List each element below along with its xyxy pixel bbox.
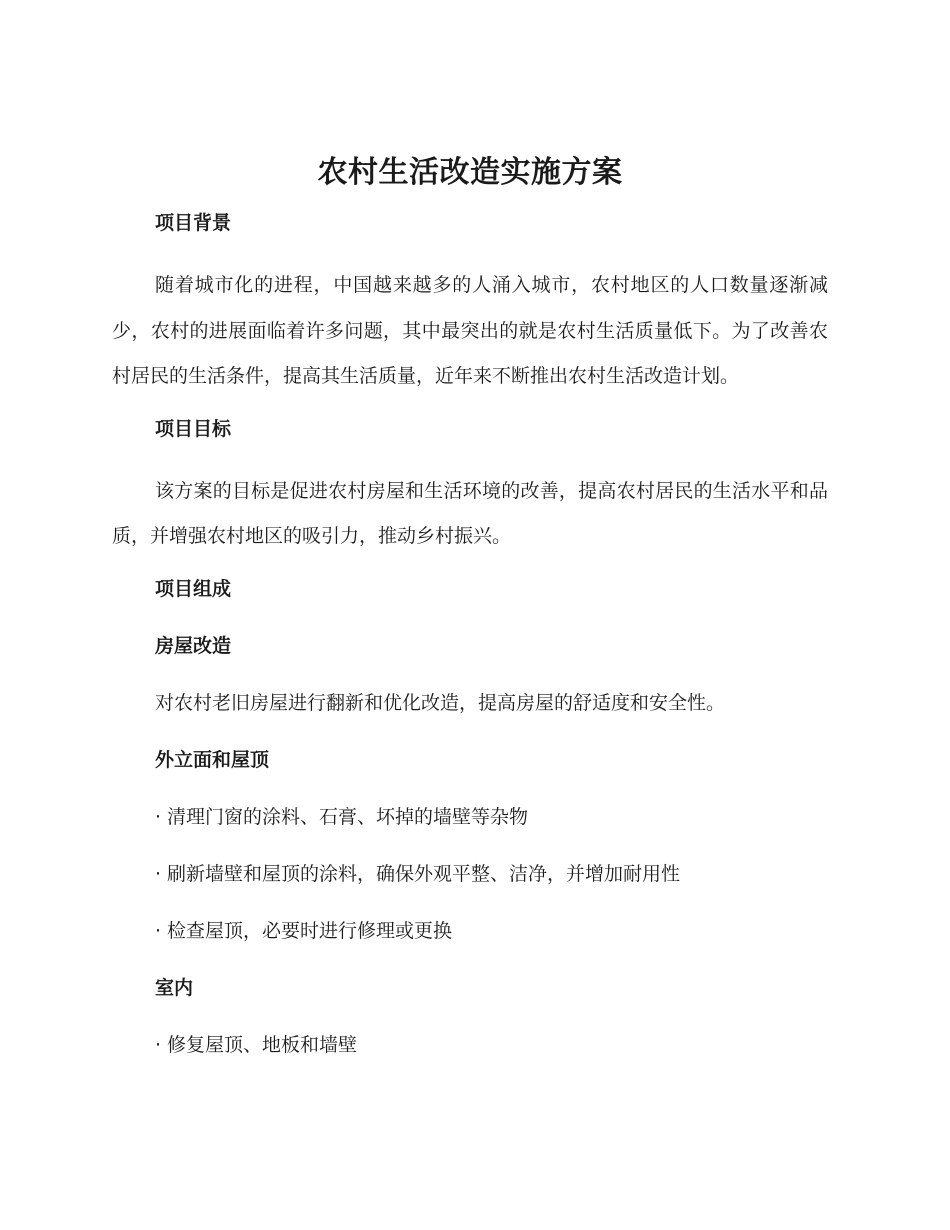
goal-paragraph: 该方案的目标是促进农村房屋和生活环境的改善，提高农村居民的生活水平和品质，并增强农村地区的吸引力，推动乡村振兴。 [112,479,828,547]
list-item-text: 检查屋顶，必要时进行修理或更换 [167,919,453,942]
subsection-heading-interior: 室内 [155,976,194,999]
document-body [112,148,828,1062]
list-item-text: 修复屋顶、地板和墙壁 [167,1033,358,1056]
bullet-marker: · [155,919,162,942]
list-item-text: 清理门窗的涂料、石膏、坏掉的墙壁等杂物 [167,805,529,828]
document-title: 农村生活改造实施方案 [317,155,623,190]
background-paragraph: 随着城市化的进程，中国越来越多的人涌入城市，农村地区的人口数量逐渐减少，农村的进展面临着许多问题，其中最突出的就是农村生活质量低下。为了改善农村居民的生活条件，提高其生活质量，近年来不断推出农村生活改造计划。 [112,274,828,387]
bullet-marker: · [155,862,162,885]
list-item [112,1028,828,1062]
subsection-heading-housing: 房屋改造 [155,634,232,657]
list-item [112,857,828,891]
bullet-marker: · [155,805,162,828]
section-heading-composition: 项目组成 [155,577,232,600]
housing-paragraph: 对农村老旧房屋进行翻新和优化改造，提高房屋的舒适度和安全性。 [155,691,726,714]
list-item [112,914,828,948]
list-item-text: 刷新墙壁和屋顶的涂料，确保外观平整、洁净，并增加耐用性 [167,862,681,885]
section-heading-goal: 项目目标 [155,417,232,440]
bullet-marker: · [155,1033,162,1056]
list-item [112,800,828,834]
subsection-heading-exterior: 外立面和屋顶 [155,748,270,771]
section-heading-background: 项目背景 [155,212,232,234]
